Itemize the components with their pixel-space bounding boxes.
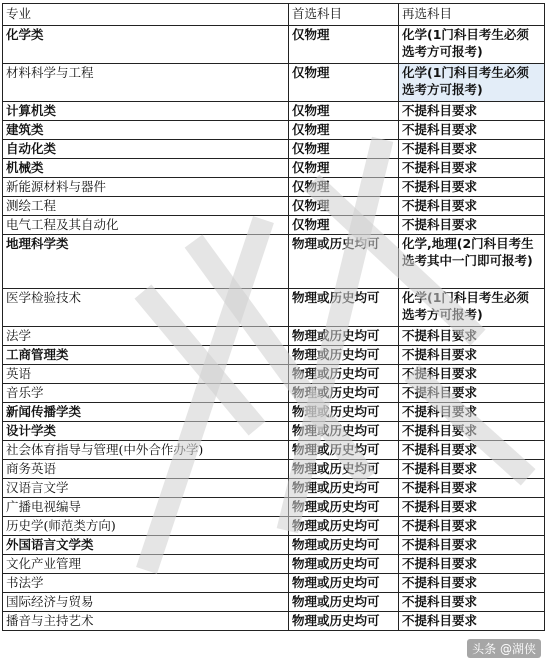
header-secondary-subject: 再选科目	[399, 4, 545, 26]
primary-subject-cell: 仅物理	[289, 178, 399, 197]
primary-subject-cell: 物理或历史均可	[289, 346, 399, 365]
table-row	[3, 159, 545, 178]
table-row	[3, 216, 545, 235]
table-row	[3, 140, 545, 159]
major-cell: 汉语言文学	[3, 479, 289, 498]
table-row	[3, 289, 545, 327]
major-cell: 化学类	[3, 26, 289, 64]
major-cell: 测绘工程	[3, 197, 289, 216]
table-row	[3, 197, 545, 216]
primary-subject-cell: 仅物理	[289, 121, 399, 140]
secondary-subject-cell: 化学,地理(2门科目考生选考其中一门即可报考)	[399, 235, 545, 289]
major-cell: 社会体育指导与管理(中外合作办学)	[3, 441, 289, 460]
major-cell: 历史学(师范类方向)	[3, 517, 289, 536]
primary-subject-cell: 物理或历史均可	[289, 612, 399, 631]
table-row	[3, 235, 545, 289]
primary-subject-cell: 物理或历史均可	[289, 403, 399, 422]
secondary-subject-cell: 不提科目要求	[399, 536, 545, 555]
primary-subject-cell: 物理或历史均可	[289, 441, 399, 460]
major-cell: 计算机类	[3, 102, 289, 121]
table-row	[3, 498, 545, 517]
major-cell: 工商管理类	[3, 346, 289, 365]
major-cell: 机械类	[3, 159, 289, 178]
table-row	[3, 384, 545, 403]
table-row	[3, 612, 545, 631]
secondary-subject-cell: 不提科目要求	[399, 121, 545, 140]
header-major: 专业	[3, 4, 289, 26]
primary-subject-cell: 仅物理	[289, 159, 399, 178]
major-cell: 外国语言文学类	[3, 536, 289, 555]
source-logo: 头条 @湖侠	[467, 639, 541, 658]
primary-subject-cell: 仅物理	[289, 64, 399, 102]
major-cell: 地理科学类	[3, 235, 289, 289]
primary-subject-cell: 物理或历史均可	[289, 289, 399, 327]
secondary-subject-cell: 不提科目要求	[399, 498, 545, 517]
secondary-subject-cell: 不提科目要求	[399, 593, 545, 612]
table-row	[3, 593, 545, 612]
table-row	[3, 178, 545, 197]
table-row	[3, 574, 545, 593]
table-row	[3, 346, 545, 365]
table-row	[3, 121, 545, 140]
primary-subject-cell: 仅物理	[289, 26, 399, 64]
table-row	[3, 536, 545, 555]
primary-subject-cell: 物理或历史均可	[289, 555, 399, 574]
table-header-row	[3, 4, 545, 26]
primary-subject-cell: 物理或历史均可	[289, 327, 399, 346]
primary-subject-cell: 物理或历史均可	[289, 422, 399, 441]
secondary-subject-cell: 不提科目要求	[399, 422, 545, 441]
major-cell: 新闻传播学类	[3, 403, 289, 422]
secondary-subject-cell: 化学(1门科目考生必须选考方可报考)	[399, 64, 545, 102]
table-row	[3, 403, 545, 422]
table-row	[3, 64, 545, 102]
primary-subject-cell: 物理或历史均可	[289, 365, 399, 384]
table-row	[3, 327, 545, 346]
table-row	[3, 479, 545, 498]
secondary-subject-cell: 不提科目要求	[399, 403, 545, 422]
secondary-subject-cell: 不提科目要求	[399, 384, 545, 403]
primary-subject-cell: 仅物理	[289, 102, 399, 121]
primary-subject-cell: 物理或历史均可	[289, 517, 399, 536]
table-row	[3, 460, 545, 479]
primary-subject-cell: 物理或历史均可	[289, 235, 399, 289]
major-cell: 电气工程及其自动化	[3, 216, 289, 235]
table-row	[3, 517, 545, 536]
major-cell: 医学检验技术	[3, 289, 289, 327]
secondary-subject-cell: 不提科目要求	[399, 327, 545, 346]
table-row	[3, 422, 545, 441]
table-body	[3, 26, 545, 631]
major-cell: 商务英语	[3, 460, 289, 479]
major-cell: 材料科学与工程	[3, 64, 289, 102]
major-cell: 建筑类	[3, 121, 289, 140]
secondary-subject-cell: 不提科目要求	[399, 555, 545, 574]
primary-subject-cell: 仅物理	[289, 216, 399, 235]
major-cell: 音乐学	[3, 384, 289, 403]
secondary-subject-cell: 不提科目要求	[399, 574, 545, 593]
secondary-subject-cell: 不提科目要求	[399, 441, 545, 460]
secondary-subject-cell: 不提科目要求	[399, 102, 545, 121]
table-row	[3, 102, 545, 121]
primary-subject-cell: 物理或历史均可	[289, 384, 399, 403]
major-cell: 自动化类	[3, 140, 289, 159]
secondary-subject-cell: 不提科目要求	[399, 216, 545, 235]
primary-subject-cell: 物理或历史均可	[289, 574, 399, 593]
subject-requirements-table	[2, 3, 545, 631]
table-row	[3, 365, 545, 384]
major-cell: 法学	[3, 327, 289, 346]
secondary-subject-cell: 不提科目要求	[399, 479, 545, 498]
major-cell: 书法学	[3, 574, 289, 593]
major-cell: 设计学类	[3, 422, 289, 441]
primary-subject-cell: 物理或历史均可	[289, 593, 399, 612]
secondary-subject-cell: 不提科目要求	[399, 365, 545, 384]
header-primary-subject: 首选科目	[289, 4, 399, 26]
secondary-subject-cell: 不提科目要求	[399, 346, 545, 365]
secondary-subject-cell: 不提科目要求	[399, 178, 545, 197]
table-row	[3, 441, 545, 460]
secondary-subject-cell: 化学(1门科目考生必须选考方可报考)	[399, 26, 545, 64]
major-cell: 新能源材料与器件	[3, 178, 289, 197]
major-cell: 播音与主持艺术	[3, 612, 289, 631]
primary-subject-cell: 物理或历史均可	[289, 536, 399, 555]
secondary-subject-cell: 不提科目要求	[399, 159, 545, 178]
primary-subject-cell: 仅物理	[289, 197, 399, 216]
secondary-subject-cell: 不提科目要求	[399, 460, 545, 479]
table-row	[3, 555, 545, 574]
major-cell: 文化产业管理	[3, 555, 289, 574]
secondary-subject-cell: 不提科目要求	[399, 612, 545, 631]
secondary-subject-cell: 不提科目要求	[399, 140, 545, 159]
table-row	[3, 26, 545, 64]
major-cell: 广播电视编导	[3, 498, 289, 517]
major-cell: 国际经济与贸易	[3, 593, 289, 612]
primary-subject-cell: 物理或历史均可	[289, 498, 399, 517]
secondary-subject-cell: 化学(1门科目考生必须 选考方可报考)	[399, 289, 545, 327]
major-cell: 英语	[3, 365, 289, 384]
primary-subject-cell: 仅物理	[289, 140, 399, 159]
primary-subject-cell: 物理或历史均可	[289, 460, 399, 479]
secondary-subject-cell: 不提科目要求	[399, 197, 545, 216]
secondary-subject-cell: 不提科目要求	[399, 517, 545, 536]
primary-subject-cell: 物理或历史均可	[289, 479, 399, 498]
